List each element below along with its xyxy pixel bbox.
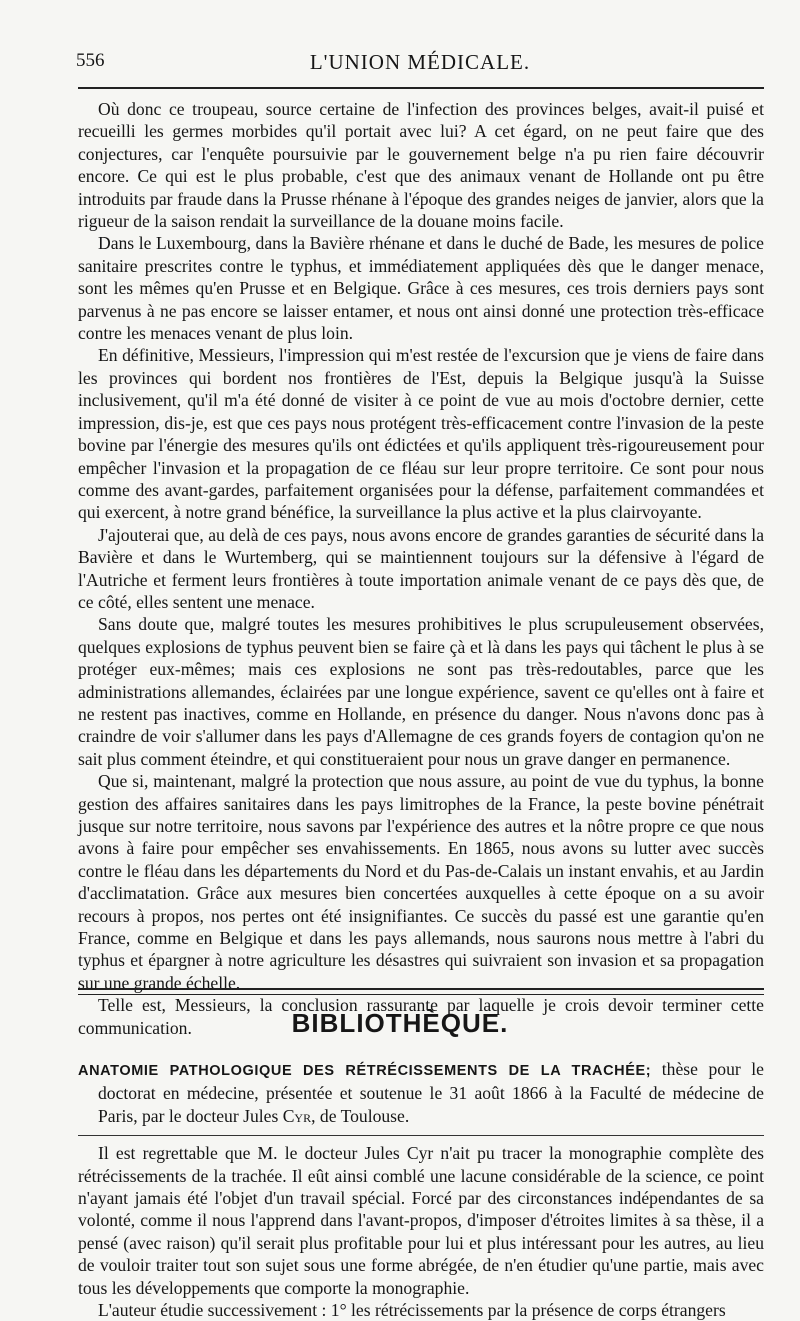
entry-divider (78, 1135, 764, 1136)
paragraph: Où donc ce troupeau, source certaine de l'infection des provinces belges, avait-il puisé et recueilli les germes morbides qu'il portait avec lui? A cet égard, on ne peut faire que des conjectures, car l'enquête poursuivie par le gouvernement belge n'a pu rien faire découvrir encore. Ce qui est le plus probable, c'est que des animaux venant de Hollande ont pu être introduits par fraude dans la Prusse rhénane à l'époque des grandes neiges de janvier, alors que la rigueur de la saison rendait la surveillance de la douane moins facile. (78, 99, 764, 232)
review-paragraph: Il est regrettable que M. le docteur Jules Cyr n'ait pu tracer la monographie complète des rétrécissements de la trachée. Il eût ainsi comblé une lacune considérable de la science, ce point n'ayant jamais été l'objet d'un travail spécial. Forcé par des circonstances indépendantes de sa volonté, comme il nous l'apprend dans l'avant-propos, d'imposer d'étroites limites à sa thèse, il a pensé (avec raison) qu'il serait plus profitable pour lui et plus intéressant pour les autres, au lieu de vouloir traiter tout son sujet sous une forme abrégée, de n'en étudier qu'une partie, mais avec tous les développements que comporte la monographie. (78, 1143, 764, 1298)
page-number: 556 (76, 50, 105, 71)
header-rule (78, 87, 764, 89)
article-body (78, 98, 764, 1039)
paragraph: Que si, maintenant, malgré la protection que nous assure, au point de vue du typhus, la bonne gestion des affaires sanitaires dans les pays limitrophes de la France, la peste bovine pénétrait jusque sur notre territoire, nous savons par l'expérience des autres et la nôtre propre ce que nous avons à faire pour empêcher ses envahissements. En 1865, nous avons su lutter avec succès contre le fléau dans les départements du Nord et du Pas-de-Calais un instant envahis, et au Jardin d'acclimatation. Grâce aux mesures bien concertées auxquelles à cette époque on a su avoir recours à propos, nos pertes ont été insignifiantes. Ce succès du passé est une garantie qu'en France, comme en Belgique et dans les pays allemands, nous saurons nous mettre à l'abri du typhus et épargner à notre agriculture les désastres qui suivraient son invasion et sa propagation sur une grande échelle. (78, 771, 764, 993)
section-heading: BIBLIOTHÈQUE. (291, 1008, 509, 1038)
thesis-description-end: , de Toulouse. (311, 1105, 410, 1126)
bibliography-section (78, 1058, 764, 1321)
paragraph: Sans doute que, malgré toutes les mesures prohibitives le plus scrupuleusement observées, quelques explosions de typhus peuvent bien se faire çà et là dans les pays qui tâchent le plus à se protéger eux-mêmes; mais ces explosions ne sont pas très-redoutables, parce que les administrations allemandes, éclairées par une longue expérience, savent ce qu'elles ont à faire et ne restent pas inactives, comme en Hollande, en présence du danger. Nous n'avons donc pas à craindre de voir s'allumer dans les pays d'Allemagne de ces grands foyers de contagion qu'on ne sait plus comment éteindre, et qui constitueraient pour nous un grave danger en permanence. (78, 614, 764, 769)
page-header (76, 46, 764, 80)
journal-title: L'UNION MÉDICALE. (309, 50, 531, 74)
author-surname: Cyr (282, 1105, 312, 1126)
review-paragraph: L'auteur étudie successivement : 1° les rétrécissements par la présence de corps étrangers (98, 1300, 726, 1321)
bibliography-entry (78, 1058, 764, 1127)
section-divider (78, 988, 764, 995)
paragraph: J'ajouterai que, au delà de ces pays, nous avons encore de grandes garanties de sécurité dans la Bavière et dans le Wurtemberg, qui se maintiennent toujours sur la défensive à l'égard de l'Autriche et ferment leurs frontières à toute importation animale venant de ce pays dès que, de ce côté, elles sentent une menace. (78, 524, 764, 612)
thesis-description: thèse pour le doctorat en médecine, présentée et soutenue le 31 août 1866 à la Faculté de médecine de Paris, par le docteur Jules (98, 1059, 764, 1126)
paragraph: Telle est, Messieurs, la conclusion rassurante par laquelle je crois devoir terminer cette communication. (78, 995, 764, 1038)
thesis-title: ANATOMIE PATHOLOGIQUE DES RÉTRÉCISSEMENTS DE LA TRACHÉE; (78, 1063, 652, 1079)
paragraph: En définitive, Messieurs, l'impression qui m'est restée de l'excursion que je viens de faire dans les provinces qui bordent nos frontières de l'Est, depuis la Belgique jusqu'à la Suisse inclusivement, qu'il m'a été donné de visiter à ce point de vue au mois d'octobre dernier, cette impression, dis-je, est que ces pays nous protégent très-efficacement contre l'invasion de la peste bovine par l'énergie des mesures qu'ils ont édictées et qu'ils appliquent très-rigoureusement pour empêcher l'invasion et la propagation de ce fléau sur leur propre territoire. Ce sont pour nous comme des avant-gardes, parfaitement organisées pour la défense, parfaitement commandées et qui exercent, à notre grand bénéfice, la surveillance la plus active et la plus clairvoyante. (78, 345, 764, 523)
paragraph: Dans le Luxembourg, dans la Bavière rhénane et dans le duché de Bade, les mesures de police sanitaire prescrites contre le typhus, et immédiatement appliquées dès que le danger menace, sont les mêmes qu'en Prusse et en Belgique. Grâce à ces mesures, ces trois derniers pays sont parvenus à ne pas encore se laisser entamer, et nous ont ainsi donné une protection très-efficace contre les menaces venant de plus loin. (78, 233, 764, 344)
